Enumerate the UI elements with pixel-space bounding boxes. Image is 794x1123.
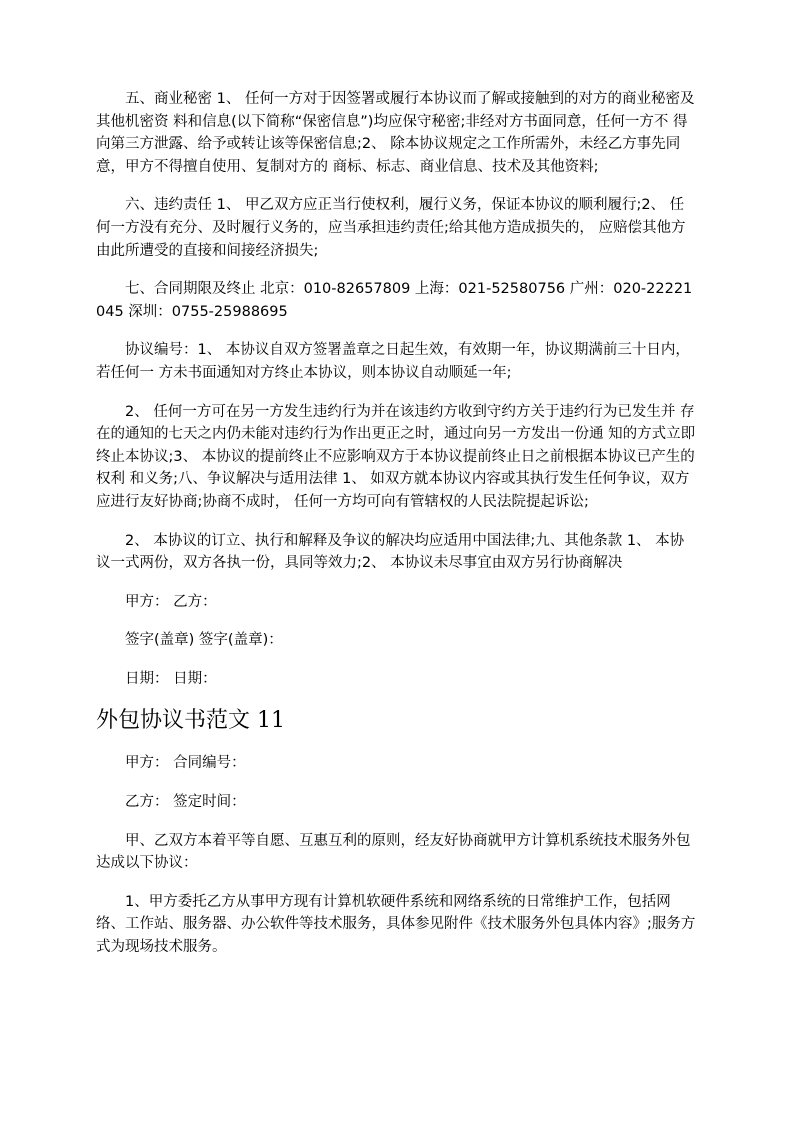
- paragraph-termination-clause: 2、 任何一方可在另一方发生违约行为并在该违约方收到守约方关于违约行为已发生并 存在的通知的七天之内仍未能对违约行为作出更正之时，通过向另一方发出一份通 知的方式立即终止本协议;3、 本协议的提前终止不应影响双方于本协议提前终止日之前根据本协议已产生的权利 和义务;八、争议解决与适用法律 1、 如双方就本协议内容或其执行发生任何争议，双方应进行友好协商;协商不成时， 任何一方均可向有管辖权的人民法院提起诉讼;: [96, 403, 696, 510]
- section-heading: 外包协议书范文 11: [96, 708, 285, 734]
- paragraph-preamble: 甲、乙双方本着平等自愿、互惠互利的原则，经友好协商就甲方计算机系统技术服务外包达成以下协议：: [96, 832, 691, 872]
- signature-line: 签字(盖章) 签字(盖章)：: [125, 632, 283, 649]
- paragraph-term-termination: 七、合同期限及终止 北京：010-82657809 上海：021-52580756 广州：020-22221045 深圳：0755-25988695: [96, 281, 693, 320]
- paragraph-breach-liability: 六、违约责任 1、 甲乙双方应正当行使权利，履行义务，保证本协议的顺利履行;2、 任何一方没有充分、及时履行义务的，应当承担违约责任;给其他方造成损失的， 应赔偿其他方由此所遭受的直接和间接经济损失;: [96, 197, 686, 259]
- paragraph-agreement-number: 协议编号：1、 本协议自双方签署盖章之日起生效，有效期一年，协议期满前三十日内，若任何一 方未书面通知对方终止本协议，则本协议自动顺延一年;: [96, 342, 690, 381]
- party-a-contract-number: 甲方： 合同编号：: [125, 755, 246, 772]
- party-b-sign-time: 乙方： 签定时间：: [125, 794, 246, 811]
- document-page: [96, 88, 696, 975]
- paragraph-clause-1: 1、甲方委托乙方从事甲方现有计算机软硬件系统和网络系统的日常维护工作，包括网络、工作站、服务器、办公软件等技术服务，具体参见附件《技术服务外包具体内容》;服务方式为现场技术服务。: [96, 893, 696, 956]
- party-line: 甲方： 乙方：: [125, 593, 217, 610]
- date-line: 日期： 日期：: [125, 670, 217, 687]
- paragraph-governing-law: 2、 本协议的订立、执行和解释及争议的解决均应适用中国法律;九、其他条款 1、 本协议一式两份，双方各执一份，具同等效力;2、 本协议未尽事宜由双方另行协商解决: [96, 532, 685, 572]
- paragraph-trade-secrets: 五、商业秘密 1、 任何一方对于因签署或履行本协议而了解或接触到的对方的商业秘密及其他机密资 料和信息(以下简称“保密信息”)均应保守秘密;非经对方书面同意，任何一方不 得向第三方泄露、给予或转让该等保密信息;2、 除本协议规定之工作所需外，未经乙方事先同意，甲方不得擅自使用、复制对方的 商标、标志、商业信息、技术及其他资料;: [96, 91, 695, 175]
